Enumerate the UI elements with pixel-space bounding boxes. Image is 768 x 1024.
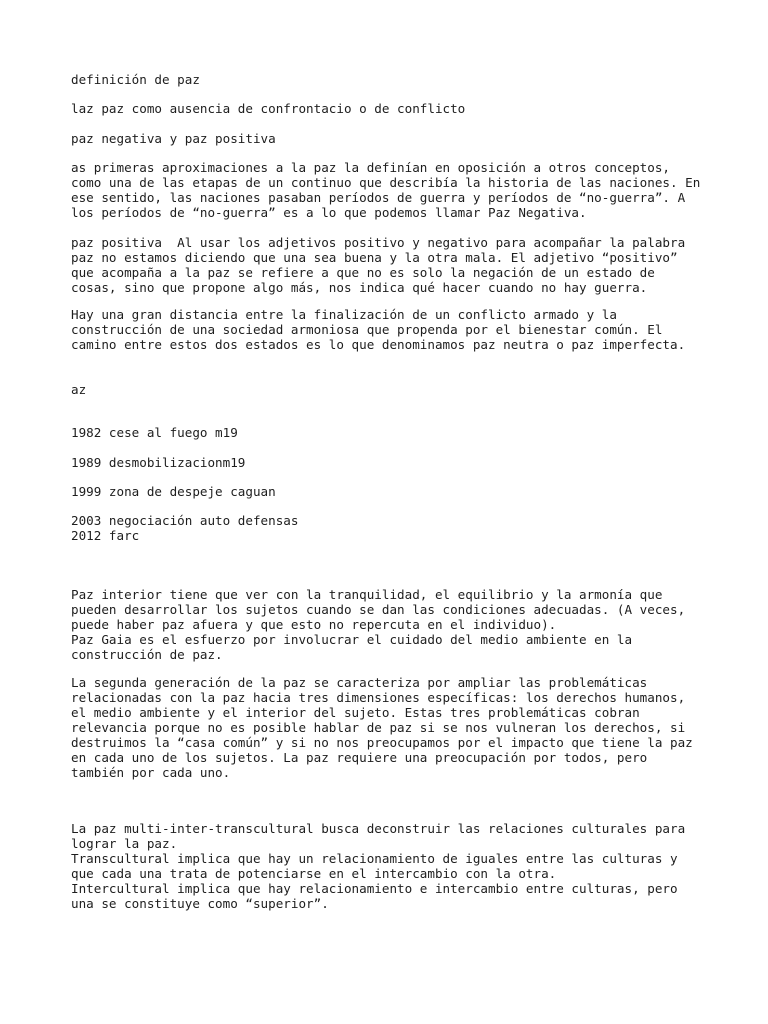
heading-definicion-de-paz: definición de paz: [71, 72, 200, 87]
paragraph-segunda-generacion: La segunda generación de la paz se caracteriza por ampliar las problemáticas relacionadas con la paz hacia tres dimensiones específicas: los derechos humanos, el medio ambiente y el interior del sujeto. Estas tres problemáticas cobran relevancia porque no es posible hablar de paz si se nos vulneran los derechos, si destruimos la “casa común” y si no nos preocupamos por el impacto que tiene la paz en cada uno de los sujetos. La paz requiere una preocupación por todos, pero también por cada uno.: [71, 675, 693, 780]
paragraph-paz-imperfecta: Hay una gran distancia entre la finalización de un conflicto armado y la construcción de una sociedad armoniosa que propenda por el bienestar común. El camino entre estos dos estados es lo que denominamos paz neutra o paz imperfecta.: [71, 307, 686, 352]
paragraph-paz-ausencia: laz paz como ausencia de confrontacio o de conflicto: [71, 101, 466, 116]
timeline-item-1982: 1982 cese al fuego m19: [71, 425, 238, 440]
paragraph-paz-interior-gaia: Paz interior tiene que ver con la tranquilidad, el equilibrio y la armonía que pueden desarrollar los sujetos cuando se dan las condiciones adecuadas. (A veces, puede haber paz afuera y que esto no repercuta en el individuo). Paz Gaia es el esfuerzo por involucrar el cuidado del medio ambiente en la construcción de paz.: [71, 587, 686, 662]
fragment-az: az: [71, 382, 87, 397]
paragraph-paz-positiva: paz positiva Al usar los adjetivos positivo y negativo para acompañar la palabra paz no estamos diciendo que una sea buena y la otra mala. El adjetivo “positivo” que acompaña a la paz se refiere a que no es solo la negación de un estado de cosas, sino que propone algo más, nos indica qué hacer cuando no hay guerra.: [71, 235, 686, 295]
timeline-item-2003-2012: 2003 negociación auto defensas 2012 farc: [71, 513, 299, 543]
timeline-item-1999: 1999 zona de despeje caguan: [71, 484, 276, 499]
timeline-item-1989: 1989 desmobilizacionm19: [71, 455, 246, 470]
heading-paz-negativa-positiva: paz negativa y paz positiva: [71, 131, 276, 146]
paragraph-multi-inter-transcultural: La paz multi-inter-transcultural busca deconstruir las relaciones culturales para lograr la paz. Transcultural implica que hay un relacionamiento de iguales entre las culturas y que cada una trata de potenciarse en el intercambio con la otra. Intercultural implica que hay relacionamiento e intercambio entre culturas, pero una se constituye como “superior”.: [71, 821, 686, 911]
paragraph-paz-negativa: as primeras aproximaciones a la paz la definían en oposición a otros conceptos, como una de las etapas de un continuo que describía la historia de las naciones. En ese sentido, las naciones pasaban períodos de guerra y períodos de “no-guerra”. A los períodos de “no-guerra” es a lo que podemos llamar Paz Negativa.: [71, 160, 701, 220]
